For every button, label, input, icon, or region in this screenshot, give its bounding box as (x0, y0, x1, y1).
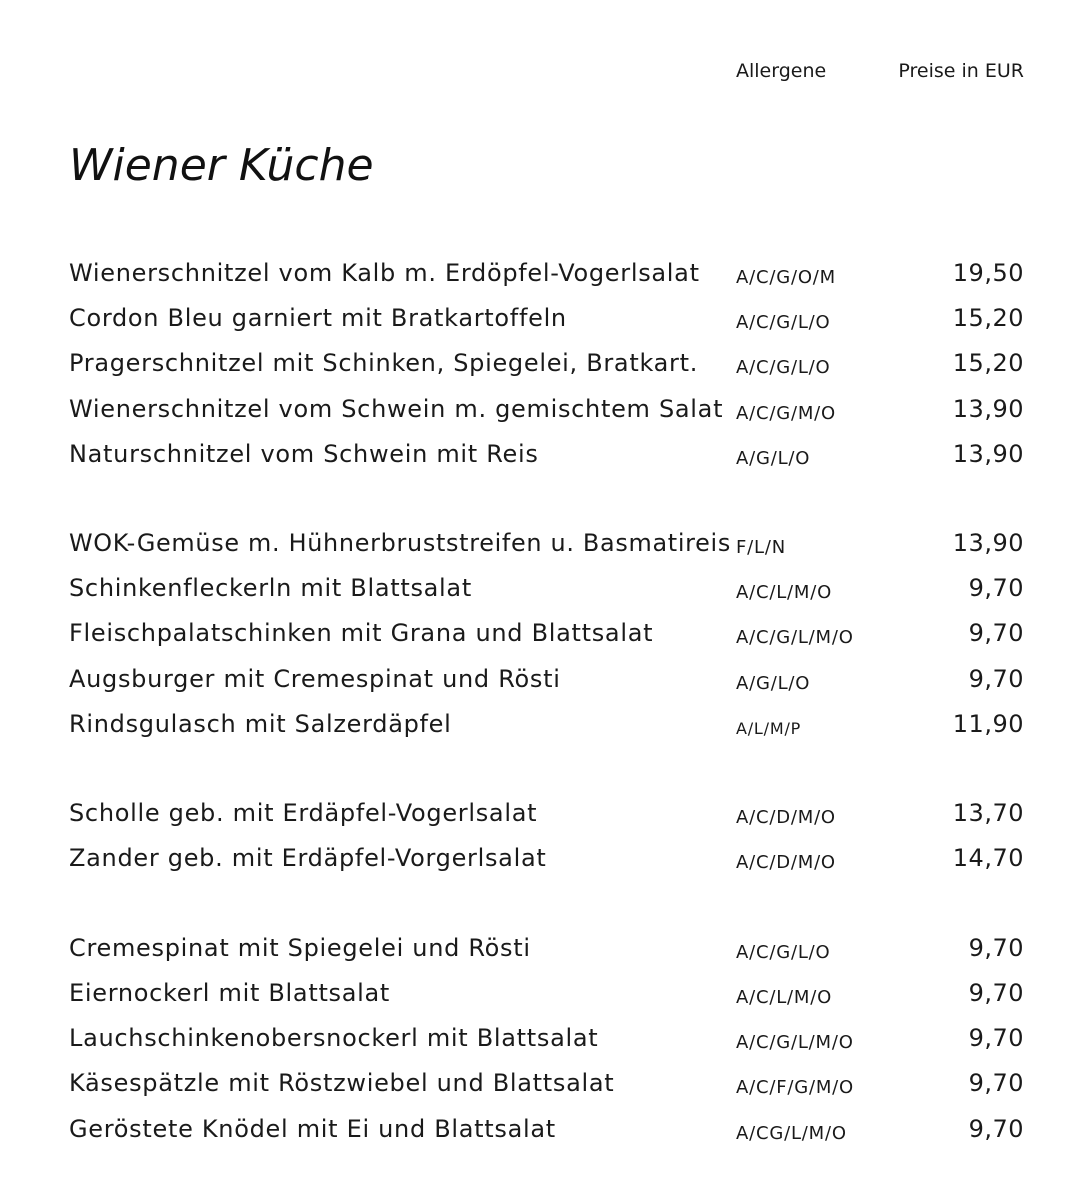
dish-name: Cordon Bleu garniert mit Bratkartoffeln (69, 304, 567, 332)
menu-item (0, 933, 1084, 973)
allergen-codes: A/C/G/L/O (736, 357, 831, 378)
dish-price: 9,70 (968, 1024, 1024, 1052)
dish-price: 11,90 (952, 710, 1024, 738)
menu-item (0, 1023, 1084, 1063)
dish-name: Cremespinat mit Spiegelei und Rösti (69, 934, 531, 962)
prices-column-header: Preise in EUR (898, 60, 1024, 82)
menu-item (0, 348, 1084, 388)
allergen-codes: A/C/G/M/O (736, 403, 836, 424)
dish-price: 9,70 (968, 1115, 1024, 1143)
menu-item (0, 439, 1084, 479)
menu-item (0, 394, 1084, 434)
dish-price: 9,70 (968, 619, 1024, 647)
allergens-column-header: Allergene (736, 60, 827, 82)
allergen-codes: A/C/G/L/M/O (736, 1032, 854, 1053)
dish-name: Rindsgulasch mit Salzerdäpfel (69, 710, 452, 738)
allergen-codes: A/C/F/G/M/O (736, 1077, 855, 1098)
dish-name: Eiernockerl mit Blattsalat (69, 979, 391, 1007)
menu-item (0, 258, 1084, 298)
menu-item (0, 709, 1084, 749)
allergen-codes: A/C/L/M/O (736, 987, 833, 1008)
menu-item (0, 618, 1084, 658)
dish-price: 15,20 (952, 304, 1024, 332)
dish-price: 15,20 (952, 349, 1024, 377)
allergen-codes: F/L/N (736, 537, 786, 558)
dish-price: 19,50 (952, 259, 1024, 287)
menu-item (0, 664, 1084, 704)
menu-item (0, 798, 1084, 838)
allergen-codes: A/G/L/O (736, 673, 811, 694)
menu-item (0, 843, 1084, 883)
dish-name: Käsespätzle mit Röstzwiebel und Blattsalat (69, 1069, 615, 1097)
allergen-codes: A/C/D/M/O (736, 807, 836, 828)
allergen-codes: A/G/L/O (736, 448, 811, 469)
allergen-codes: A/C/L/M/O (736, 582, 833, 603)
dish-name: Wienerschnitzel vom Schwein m. gemischtem Salat (69, 395, 724, 423)
dish-name: Zander geb. mit Erdäpfel-Vorgerlsalat (69, 844, 547, 872)
dish-price: 13,90 (952, 395, 1024, 423)
allergen-codes: A/C/D/M/O (736, 852, 836, 873)
dish-name: WOK-Gemüse m. Hühnerbruststreifen u. Basmatireis (69, 529, 732, 557)
dish-name: Wienerschnitzel vom Kalb m. Erdöpfel-Vogerlsalat (69, 259, 700, 287)
allergen-codes: A/C/G/L/O (736, 942, 831, 963)
allergen-codes: A/L/M/P (736, 719, 802, 738)
dish-name: Fleischpalatschinken mit Grana und Blattsalat (69, 619, 654, 647)
dish-name: Schinkenfleckerln mit Blattsalat (69, 574, 472, 602)
dish-price: 9,70 (968, 1069, 1024, 1097)
dish-price: 13,90 (952, 440, 1024, 468)
dish-price: 13,90 (952, 529, 1024, 557)
menu-item (0, 528, 1084, 568)
dish-price: 9,70 (968, 979, 1024, 1007)
dish-name: Naturschnitzel vom Schwein mit Reis (69, 440, 539, 468)
dish-name: Augsburger mit Cremespinat und Rösti (69, 665, 561, 693)
dish-name: Lauchschinkenobersnockerl mit Blattsalat (69, 1024, 599, 1052)
menu-item (0, 978, 1084, 1018)
menu-item (0, 1068, 1084, 1108)
menu-item (0, 573, 1084, 613)
dish-price: 9,70 (968, 665, 1024, 693)
allergen-codes: A/C/G/L/O (736, 312, 831, 333)
menu-item (0, 303, 1084, 343)
dish-price: 13,70 (952, 799, 1024, 827)
dish-price: 9,70 (968, 934, 1024, 962)
section-title: Wiener Küche (69, 140, 374, 191)
allergen-codes: A/C/G/L/M/O (736, 627, 854, 648)
dish-name: Scholle geb. mit Erdäpfel-Vogerlsalat (69, 799, 538, 827)
dish-name: Geröstete Knödel mit Ei und Blattsalat (69, 1115, 556, 1143)
dish-price: 14,70 (952, 844, 1024, 872)
allergen-codes: A/C/G/O/M (736, 267, 836, 288)
menu-item (0, 1114, 1084, 1154)
allergen-codes: A/CG/L/M/O (736, 1123, 847, 1144)
dish-name: Pragerschnitzel mit Schinken, Spiegelei, Bratkart. (69, 349, 699, 377)
dish-price: 9,70 (968, 574, 1024, 602)
